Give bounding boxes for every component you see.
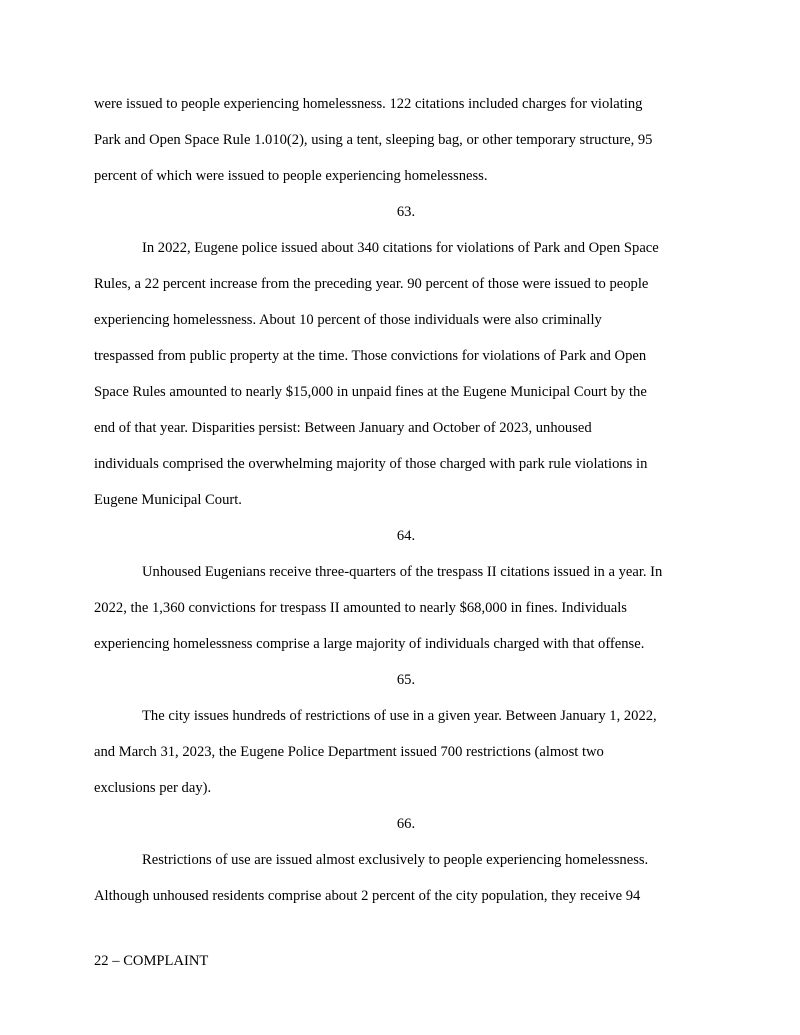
- text-line: Restrictions of use are issued almost exclusively to people experiencing homelessness.: [142, 852, 649, 868]
- text-line: experiencing homelessness. About 10 percent of those individuals were also criminally: [94, 312, 602, 328]
- text-line: end of that year. Disparities persist: Between January and October of 2023, unhoused: [94, 420, 592, 436]
- text-line: trespassed from public property at the time. Those convictions for violations of Park and Open: [94, 348, 647, 364]
- text-line: were issued to people experiencing homelessness. 122 citations included charges for violating: [94, 96, 643, 112]
- text-line: Rules, a 22 percent increase from the preceding year. 90 percent of those were issued to people: [94, 276, 649, 292]
- text-line: experiencing homelessness comprise a large majority of individuals charged with that offense.: [94, 636, 645, 652]
- text-line: The city issues hundreds of restrictions of use in a given year. Between January 1, 2022,: [142, 708, 657, 724]
- text-line: Park and Open Space Rule 1.010(2), using a tent, sleeping bag, or other temporary structure, 95: [94, 132, 653, 148]
- text-line: In 2022, Eugene police issued about 340 citations for violations of Park and Open Space: [142, 240, 659, 256]
- text-line: percent of which were issued to people experiencing homelessness.: [94, 168, 488, 184]
- text-line: individuals comprised the overwhelming majority of those charged with park rule violations in: [94, 456, 648, 472]
- paragraph-number-64: 64.: [396, 528, 416, 544]
- page-footer: 22 – COMPLAINT: [94, 953, 209, 969]
- text-line: 2022, the 1,360 convictions for trespass II amounted to nearly $68,000 in fines. Individuals: [94, 600, 627, 616]
- text-line: exclusions per day).: [94, 780, 212, 796]
- paragraph-number-63: 63.: [396, 204, 416, 220]
- paragraph-number-66: 66.: [396, 816, 416, 832]
- text-line: Although unhoused residents comprise about 2 percent of the city population, they receive 94: [94, 888, 641, 904]
- text-line: Unhoused Eugenians receive three-quarters of the trespass II citations issued in a year. In: [142, 564, 663, 580]
- text-line: and March 31, 2023, the Eugene Police Department issued 700 restrictions (almost two: [94, 744, 604, 760]
- text-line: Eugene Municipal Court.: [94, 492, 242, 508]
- text-line: Space Rules amounted to nearly $15,000 in unpaid fines at the Eugene Municipal Court by the: [94, 384, 647, 400]
- paragraph-number-65: 65.: [396, 672, 416, 688]
